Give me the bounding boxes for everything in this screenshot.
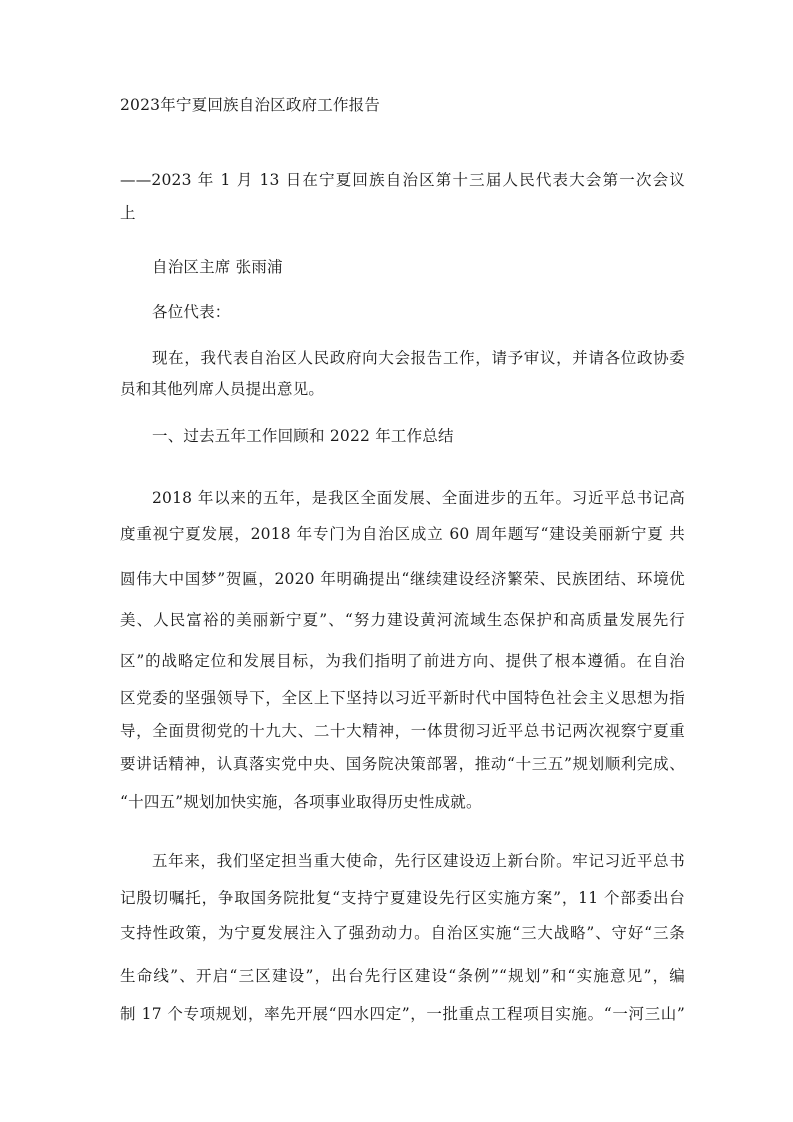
section-heading: 一、过去五年工作回顾和 2022 年工作总结 — [152, 427, 454, 445]
paragraph1-line-1: 2018 年以来的五年，是我区全面发展、全面进步的五年。习近平总书记高 — [152, 489, 685, 507]
paragraph1-line-8: 要讲话精神，认真落实党中央、国务院决策部署，推动“十三五”规划顺利完成、 — [120, 755, 685, 773]
paragraph2-line-5: 制 17 个专项规划，率先开展“四水四定”，一批重点工程项目实施。“一河三山” — [120, 1005, 685, 1023]
paragraph1-line-4: 美、人民富裕的美丽新宁夏”、“努力建设黄河流域生态保护和高质量发展先行 — [120, 611, 685, 629]
paragraph1-line-6: 区党委的坚强领导下，全区上下坚持以习近平新时代中国特色社会主义思想为指 — [120, 689, 685, 707]
paragraph1-line-3: 圆伟大中国梦”贺匾，2020 年明确提出“继续建设经济繁荣、民族团结、环境优 — [120, 570, 685, 588]
paragraph2-line-4: 生命线”、开启“三区建设”，出台先行区建设“条例”“规划”和“实施意见”，编 — [120, 967, 685, 985]
intro-line-2: 员和其他列席人员提出意见。 — [120, 380, 325, 398]
subtitle-line-2: 上 — [120, 204, 136, 222]
paragraph2-line-2: 记殷切嘱托，争取国务院批复“支持宁夏建设先行区实施方案”，11 个部委出台 — [120, 889, 685, 907]
document-title: 2023年宁夏回族自治区政府工作报告 — [120, 96, 381, 114]
paragraph1-line-5: 区”的战略定位和发展目标，为我们指明了前进方向、提供了根本遵循。在自治 — [120, 652, 685, 670]
intro-line-1: 现在，我代表自治区人民政府向大会报告工作，请予审议，并请各位政协委 — [152, 349, 685, 367]
author-line: 自治区主席 张雨浦 — [152, 258, 283, 276]
paragraph1-line-2: 度重视宁夏发展，2018 年专门为自治区成立 60 周年题写“建设美丽新宁夏 共 — [120, 525, 685, 543]
subtitle-line-1: ——2023 年 1 月 13 日在宁夏回族自治区第十三届人民代表大会第一次会议 — [120, 171, 685, 189]
paragraph2-line-3: 支持性政策，为宁夏发展注入了强劲动力。自治区实施“三大战略”、守好“三条 — [120, 924, 685, 942]
paragraph1-line-9: “十四五”规划加快实施，各项事业取得历史性成就。 — [120, 793, 482, 811]
paragraph2-line-1: 五年来，我们坚定担当重大使命，先行区建设迈上新台阶。牢记习近平总书 — [152, 852, 685, 870]
salutation: 各位代表： — [152, 303, 231, 321]
paragraph1-line-7: 导，全面贯彻党的十九大、二十大精神，一体贯彻习近平总书记两次视察宁夏重 — [120, 722, 685, 740]
